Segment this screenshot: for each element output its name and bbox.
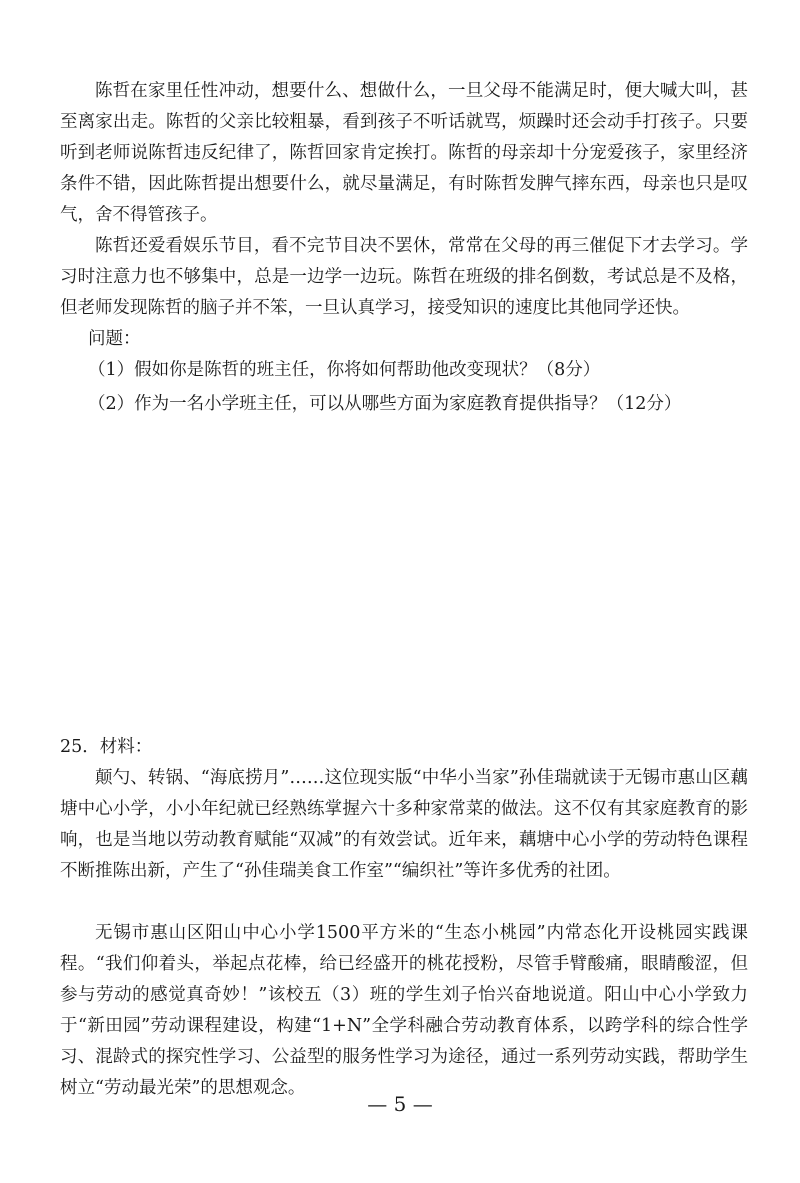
question-2: （2）作为一名小学班主任，可以从哪些方面为家庭教育提供指导？（12分） — [88, 394, 682, 414]
page-number: — 5 — — [367, 1092, 433, 1116]
case-paragraph-1: 陈哲在家里任性冲动，想要什么、想做什么，一旦父母不能满足时，便大喊大叫，甚至离家出走。陈哲的父亲比较粗暴，看到孩子不听话就骂，烦躁时还会动手打孩子。只要听到老师说陈哲违反纪律了，陈哲回家肯定挨打。陈哲的母亲却十分宠爱孩子，家里经济条件不错，因此陈哲提出想要什么，就尽量满足，有时陈哲发脾气摔东西，母亲也只是叹气，舍不得管孩子。 — [60, 81, 748, 225]
case-paragraph-2: 陈哲还爱看娱乐节目，看不完节目决不罢休，常常在父母的再三催促下才去学习。学习时注意力也不够集中，总是一边学一边玩。陈哲在班级的排名倒数，考试总是不及格，但老师发现陈哲的脑子并不笨，一旦认真学习，接受知识的速度比其他同学还快。 — [60, 236, 748, 318]
material-paragraph-2: 无锡市惠山区阳山中心小学1500平方米的“生态小桃园”内常态化开设桃园实践课程。“我们仰着头，举起点花棒，给已经盛开的桃花授粉，尽管手臂酸痛，眼睛酸涩，但参与劳动的感觉真奇妙！”该校五（3）班的学生刘子怡兴奋地说道。阳山中心小学致力于“新田园”劳动课程建设，构建“1+N”全学科融合劳动教育体系，以跨学科的综合性学习、混龄式的探究性学习、公益型的服务性学习为途径，通过一系列劳动实践，帮助学生树立“劳动最光荣”的思想观念。 — [60, 923, 748, 1098]
questions-label: 问题： — [88, 329, 141, 349]
question-1: （1）假如你是陈哲的班主任，你将如何帮助他改变现状？（8分） — [88, 360, 601, 380]
material-paragraph-1: 颠勺、转锅、“海底捞月”……这位现实版“中华小当家”孙佳瑞就读于无锡市惠山区藕塘中心小学，小小年纪就已经熟练掌握六十多种家常菜的做法。这不仅有其家庭教育的影响，也是当地以劳动教育赋能“双减”的有效尝试。近年来，藕塘中心小学的劳动特色课程不断推陈出新，产生了“孙佳瑞美食工作室”“编织社”等许多优秀的社团。 — [60, 768, 748, 881]
question-25-heading: 25．材料： — [60, 737, 153, 757]
